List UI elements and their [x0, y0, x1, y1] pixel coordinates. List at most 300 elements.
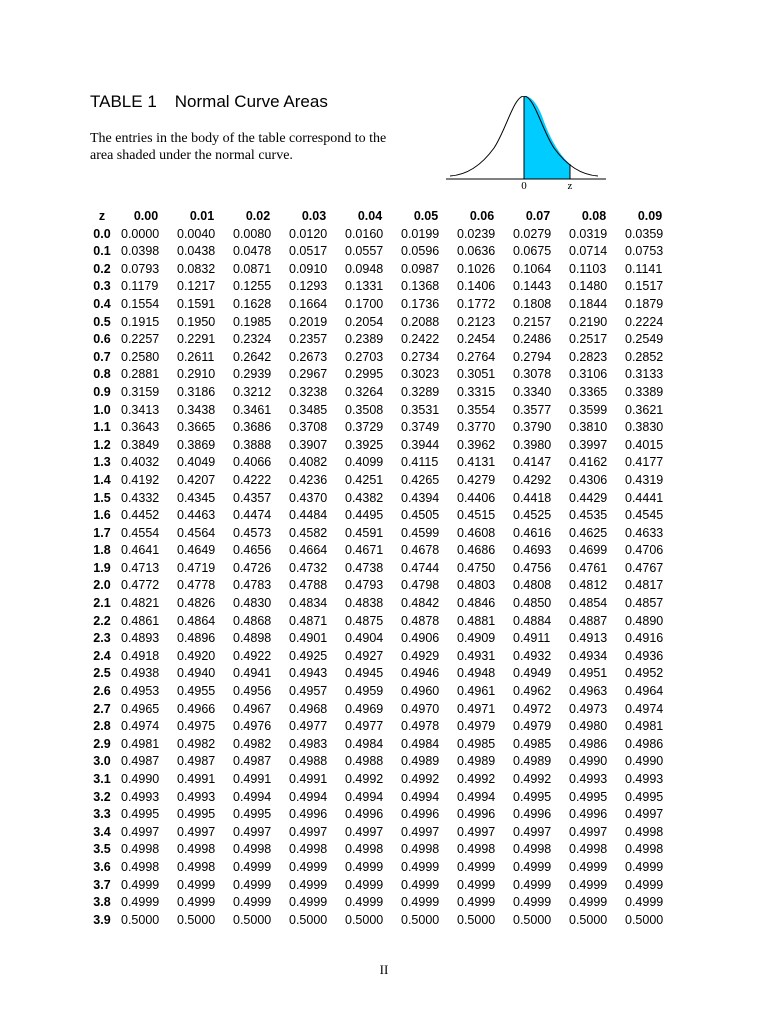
area-value-cell: 0.4767 [625, 560, 664, 575]
area-value-cell: 0.4948 [457, 666, 496, 681]
area-value-cell: 0.1844 [569, 296, 608, 311]
area-value-cell: 0.4015 [625, 437, 664, 452]
table-row [86, 718, 678, 736]
area-value-cell: 0.4999 [233, 895, 272, 910]
area-value-cell: 0.3461 [233, 402, 272, 417]
area-value-cell: 0.4925 [289, 648, 328, 663]
area-value-cell: 0.4997 [513, 824, 552, 839]
area-value-cell: 0.4999 [513, 877, 552, 892]
area-value-cell: 0.4850 [513, 596, 552, 611]
area-value-cell: 0.4997 [121, 824, 160, 839]
area-value-cell: 0.0910 [289, 261, 328, 276]
area-value-cell: 0.4898 [233, 631, 272, 646]
area-value-cell: 0.3078 [513, 367, 552, 382]
table-row [86, 366, 678, 384]
area-value-cell: 0.1293 [289, 279, 328, 294]
area-value-cell: 0.3438 [177, 402, 216, 417]
table-row [86, 278, 678, 296]
area-value-cell: 0.4909 [457, 631, 496, 646]
table-row [86, 859, 678, 877]
table-row [86, 912, 678, 930]
area-value-cell: 0.1331 [345, 279, 384, 294]
area-value-cell: 0.4991 [233, 772, 272, 786]
area-value-cell: 0.4750 [457, 560, 496, 575]
table-row [86, 419, 678, 437]
area-value-cell: 0.4999 [233, 859, 272, 874]
area-value-cell: 0.2967 [289, 367, 328, 382]
table-row [86, 701, 678, 719]
area-value-cell: 0.5000 [345, 912, 384, 927]
area-value-cell: 0.0239 [457, 226, 496, 241]
area-value-cell: 0.1443 [513, 279, 552, 294]
area-value-cell: 0.4998 [121, 859, 160, 874]
area-value-cell: 0.3051 [457, 367, 496, 382]
table-row [86, 648, 678, 666]
area-value-cell: 0.3888 [233, 437, 272, 452]
area-value-cell: 0.4713 [121, 560, 160, 575]
area-value-cell: 0.4999 [289, 877, 328, 892]
area-value-cell: 0.4664 [289, 543, 328, 558]
area-value-cell: 0.4959 [345, 684, 384, 699]
table-row [86, 613, 678, 631]
area-value-cell: 0.4996 [513, 807, 552, 822]
column-header: 0.03 [301, 209, 327, 223]
table-row [86, 454, 678, 472]
area-value-cell: 0.4995 [177, 807, 216, 822]
area-value-cell: 0.0398 [121, 244, 160, 259]
area-value-cell: 0.4992 [457, 772, 496, 786]
z-value-cell: 3.2 [93, 789, 111, 804]
z-value-cell: 3.4 [93, 824, 111, 839]
area-value-cell: 0.4616 [513, 525, 552, 540]
area-value-cell: 0.4857 [625, 596, 664, 611]
table-row [86, 331, 678, 349]
area-value-cell: 0.4999 [177, 877, 216, 892]
area-value-cell: 0.4772 [121, 578, 160, 593]
area-value-cell: 0.5000 [233, 912, 272, 927]
area-value-cell: 0.4251 [345, 472, 384, 487]
area-value-cell: 0.4998 [177, 842, 216, 857]
area-value-cell: 0.4962 [513, 684, 552, 699]
area-value-cell: 0.4838 [345, 596, 384, 611]
area-value-cell: 0.4997 [569, 824, 608, 839]
column-header: 0.02 [245, 209, 271, 223]
area-value-cell: 0.0557 [345, 244, 384, 259]
area-value-cell: 0.2852 [625, 349, 664, 364]
area-value-cell: 0.4985 [457, 736, 496, 751]
z-value-cell: 1.2 [93, 437, 111, 452]
area-value-cell: 0.4968 [289, 701, 328, 716]
area-value-cell: 0.1141 [625, 261, 663, 276]
area-value-cell: 0.0478 [233, 244, 272, 259]
table-row [86, 490, 678, 508]
area-value-cell: 0.4999 [289, 859, 328, 874]
area-value-cell: 0.4999 [457, 877, 496, 892]
column-header: 0.00 [133, 209, 159, 223]
area-value-cell: 0.4999 [345, 895, 384, 910]
table-name: Normal Curve Areas [174, 92, 328, 111]
table-row [86, 349, 678, 367]
area-value-cell: 0.2764 [457, 349, 496, 364]
table-row [86, 261, 678, 279]
area-value-cell: 0.2580 [121, 349, 160, 364]
z-value-cell: 1.1 [93, 420, 111, 435]
area-value-cell: 0.4878 [401, 613, 440, 628]
table-description: The entries in the body of the table correspond to the area shaded under the normal curve. [90, 131, 387, 163]
area-value-cell: 0.4995 [513, 789, 552, 804]
normal-curve-diagram [446, 96, 606, 192]
area-value-cell: 0.4099 [345, 455, 384, 470]
area-value-cell: 0.1368 [401, 279, 440, 294]
area-value-cell: 0.4986 [625, 736, 664, 751]
area-value-cell: 0.4582 [289, 525, 328, 540]
area-value-cell: 0.4916 [625, 631, 664, 646]
area-value-cell: 0.4744 [401, 560, 440, 575]
table-row [86, 542, 678, 560]
area-value-cell: 0.3212 [233, 384, 272, 399]
area-value-cell: 0.4999 [569, 877, 608, 892]
area-value-cell: 0.4969 [345, 701, 384, 716]
area-value-cell: 0.4999 [625, 895, 664, 910]
area-value-cell: 0.4994 [345, 789, 384, 804]
area-value-cell: 0.3365 [569, 384, 608, 399]
area-value-cell: 0.4988 [345, 754, 384, 769]
area-value-cell: 0.1950 [177, 314, 216, 329]
area-value-cell: 0.0753 [625, 244, 664, 259]
table-row [86, 877, 678, 895]
area-value-cell: 0.2823 [569, 349, 608, 364]
z-value-cell: 1.8 [93, 543, 111, 558]
area-value-cell: 0.4961 [457, 684, 496, 699]
area-value-cell: 0.4147 [513, 455, 552, 470]
area-value-cell: 0.4999 [569, 859, 608, 874]
area-value-cell: 0.0675 [513, 244, 552, 259]
area-value-cell: 0.4265 [401, 472, 440, 487]
z-value-cell: 0.6 [93, 332, 111, 347]
area-value-cell: 0.4990 [121, 772, 160, 786]
area-value-cell: 0.1217 [177, 279, 216, 294]
area-value-cell: 0.4999 [625, 859, 664, 874]
area-value-cell: 0.3907 [289, 437, 328, 452]
area-value-cell: 0.4999 [401, 895, 440, 910]
area-value-cell: 0.4989 [513, 754, 552, 769]
area-value-cell: 0.4671 [345, 543, 384, 558]
area-value-cell: 0.1664 [289, 296, 328, 311]
area-value-cell: 0.4985 [513, 736, 552, 751]
area-value-cell: 0.1915 [121, 314, 160, 329]
column-header: 0.01 [189, 209, 215, 223]
z-label: z [567, 180, 573, 192]
table-row [86, 226, 678, 244]
area-value-cell: 0.4803 [457, 578, 496, 593]
area-value-cell: 0.4997 [345, 824, 384, 839]
area-value-cell: 0.4207 [177, 472, 216, 487]
area-value-cell: 0.3340 [513, 384, 552, 399]
area-value-cell: 0.4834 [289, 596, 328, 611]
area-value-cell: 0.3289 [401, 384, 440, 399]
area-value-cell: 0.4608 [457, 525, 496, 540]
area-value-cell: 0.3790 [513, 420, 552, 435]
area-value-cell: 0.5000 [401, 912, 440, 927]
area-value-cell: 0.4979 [457, 719, 496, 734]
area-value-cell: 0.4998 [177, 859, 216, 874]
z-value-cell: 0.2 [93, 261, 111, 276]
area-value-cell: 0.4975 [177, 719, 216, 734]
area-value-cell: 0.1591 [177, 296, 216, 311]
area-value-cell: 0.4999 [121, 877, 160, 892]
area-value-cell: 0.4732 [289, 560, 328, 575]
area-value-cell: 0.4999 [457, 859, 496, 874]
area-value-cell: 0.4973 [569, 701, 608, 716]
area-value-cell: 0.4997 [457, 824, 496, 839]
area-value-cell: 0.0832 [177, 261, 216, 276]
area-value-cell: 0.5000 [289, 912, 328, 927]
area-value-cell: 0.3729 [345, 420, 384, 435]
area-value-cell: 0.4678 [401, 543, 440, 558]
table-number: TABLE 1 [90, 92, 157, 111]
z-value-cell: 1.5 [93, 490, 111, 505]
area-value-cell: 0.4788 [289, 578, 328, 593]
area-value-cell: 0.1103 [569, 261, 607, 276]
area-value-cell: 0.2157 [513, 314, 552, 329]
area-value-cell: 0.4936 [625, 648, 664, 663]
area-value-cell: 0.4864 [177, 613, 216, 628]
table-row [86, 314, 678, 332]
area-value-cell: 0.4998 [289, 842, 328, 857]
area-value-cell: 0.4625 [569, 525, 608, 540]
area-value-cell: 0.4177 [625, 455, 664, 470]
z-value-cell: 2.1 [93, 596, 111, 611]
area-value-cell: 0.4854 [569, 596, 608, 611]
z-value-cell: 2.0 [93, 578, 111, 593]
area-value-cell: 0.4904 [345, 631, 384, 646]
area-value-cell: 0.4131 [457, 455, 496, 470]
area-value-cell: 0.3643 [121, 420, 160, 435]
area-value-cell: 0.4974 [625, 701, 664, 716]
table-row [86, 736, 678, 754]
area-value-cell: 0.4890 [625, 613, 664, 628]
area-value-cell: 0.4406 [457, 490, 496, 505]
area-value-cell: 0.1480 [569, 279, 608, 294]
area-value-cell: 0.4987 [121, 754, 160, 769]
area-value-cell: 0.4963 [569, 684, 608, 699]
area-value-cell: 0.4964 [625, 684, 664, 699]
area-value-cell: 0.4738 [345, 560, 384, 575]
area-value-cell: 0.4993 [569, 772, 608, 786]
area-value-cell: 0.4049 [177, 455, 216, 470]
area-value-cell: 0.4808 [513, 578, 552, 593]
area-value-cell: 0.4927 [345, 648, 384, 663]
area-value-cell: 0.4633 [625, 525, 664, 540]
area-value-cell: 0.4505 [401, 508, 440, 523]
area-value-cell: 0.4997 [289, 824, 328, 839]
z-value-cell: 1.6 [93, 508, 111, 523]
area-value-cell: 0.4484 [289, 508, 328, 523]
area-value-cell: 0.5000 [569, 912, 608, 927]
area-value-cell: 0.4989 [457, 754, 496, 769]
area-value-cell: 0.4956 [233, 684, 272, 699]
area-value-cell: 0.4082 [289, 455, 328, 470]
area-value-cell: 0.4535 [569, 508, 608, 523]
area-value-cell: 0.4997 [625, 807, 664, 822]
z-value-cell: 0.4 [93, 296, 111, 311]
area-value-cell: 0.4418 [513, 490, 552, 505]
area-value-cell: 0.1406 [457, 279, 496, 294]
area-value-cell: 0.4981 [121, 736, 160, 751]
area-value-cell: 0.4949 [513, 666, 552, 681]
area-value-cell: 0.4999 [289, 895, 328, 910]
area-value-cell: 0.4965 [121, 701, 160, 716]
z-value-cell: 3.3 [93, 807, 111, 822]
table-row [86, 665, 678, 683]
area-value-cell: 0.4279 [457, 472, 496, 487]
area-value-cell: 0.4881 [457, 613, 496, 628]
area-value-cell: 0.2910 [177, 367, 216, 382]
table-row [86, 507, 678, 525]
area-value-cell: 0.4966 [177, 701, 216, 716]
area-value-cell: 0.4656 [233, 543, 272, 558]
area-value-cell: 0.4756 [513, 560, 552, 575]
area-value-cell: 0.3830 [625, 420, 664, 435]
column-header: 0.06 [469, 209, 495, 223]
area-value-cell: 0.2517 [569, 332, 608, 347]
area-value-cell: 0.3577 [513, 402, 552, 417]
area-value-cell: 0.3186 [177, 384, 216, 399]
area-value-cell: 0.2703 [345, 349, 384, 364]
area-value-cell: 0.2549 [625, 332, 664, 347]
area-value-cell: 0.1179 [121, 279, 159, 294]
area-value-cell: 0.2257 [121, 332, 160, 347]
area-value-cell: 0.0199 [401, 226, 440, 241]
area-value-cell: 0.4940 [177, 666, 216, 681]
area-value-cell: 0.2939 [233, 367, 272, 382]
area-value-cell: 0.4382 [345, 490, 384, 505]
area-value-cell: 0.2224 [625, 314, 664, 329]
z-value-cell: 2.5 [93, 666, 111, 681]
z-value-cell: 3.5 [93, 842, 111, 857]
area-value-cell: 0.0000 [121, 226, 160, 241]
table-row [86, 560, 678, 578]
z-value-cell: 2.8 [93, 719, 111, 734]
area-value-cell: 0.4686 [457, 543, 496, 558]
area-value-cell: 0.4951 [569, 666, 608, 681]
area-value-cell: 0.4911 [513, 631, 551, 646]
area-value-cell: 0.4992 [401, 772, 440, 786]
z-value-cell: 1.0 [93, 402, 111, 417]
area-value-cell: 0.4982 [177, 736, 216, 751]
area-value-cell: 0.4984 [401, 736, 440, 751]
area-value-cell: 0.4871 [289, 613, 328, 628]
area-value-cell: 0.3665 [177, 420, 216, 435]
area-value-cell: 0.4981 [625, 719, 664, 734]
area-value-cell: 0.4999 [233, 877, 272, 892]
area-value-cell: 0.0359 [625, 226, 664, 241]
area-value-cell: 0.4990 [625, 754, 664, 769]
z-value-cell: 2.7 [93, 701, 111, 716]
area-value-cell: 0.3962 [457, 437, 496, 452]
area-value-cell: 0.4998 [625, 824, 664, 839]
area-value-cell: 0.4979 [513, 719, 552, 734]
area-value-cell: 0.3770 [457, 420, 496, 435]
area-value-cell: 0.3599 [569, 402, 608, 417]
area-value-cell: 0.3264 [345, 384, 384, 399]
area-value-cell: 0.4999 [625, 877, 664, 892]
area-value-cell: 0.3869 [177, 437, 216, 452]
area-value-cell: 0.4993 [625, 772, 664, 786]
area-value-cell: 0.4693 [513, 543, 552, 558]
area-value-cell: 0.4991 [289, 772, 328, 786]
table-row [86, 525, 678, 543]
area-value-cell: 0.4952 [625, 666, 664, 681]
area-value-cell: 0.4994 [457, 789, 496, 804]
area-value-cell: 0.4955 [177, 684, 216, 699]
area-value-cell: 0.2123 [457, 314, 496, 329]
area-value-cell: 0.4554 [121, 525, 160, 540]
area-value-cell: 0.4996 [569, 807, 608, 822]
area-value-cell: 0.4998 [625, 842, 664, 857]
area-value-cell: 0.4641 [121, 543, 160, 558]
area-value-cell: 0.4896 [177, 631, 216, 646]
area-value-cell: 0.4887 [569, 613, 608, 628]
column-header: 0.04 [357, 209, 383, 223]
column-header: 0.05 [413, 209, 439, 223]
area-value-cell: 0.4995 [569, 789, 608, 804]
area-value-cell: 0.4943 [289, 666, 328, 681]
area-value-cell: 0.4706 [625, 543, 664, 558]
area-value-cell: 0.4846 [457, 596, 496, 611]
page-title [90, 92, 328, 112]
area-value-cell: 0.4913 [569, 631, 608, 646]
z-value-cell: 2.9 [93, 736, 111, 751]
area-value-cell: 0.3925 [345, 437, 384, 452]
area-value-cell: 0.0714 [569, 244, 608, 259]
area-value-cell: 0.4830 [233, 596, 272, 611]
area-value-cell: 0.4987 [233, 754, 272, 769]
area-value-cell: 0.4938 [121, 666, 160, 681]
area-value-cell: 0.4761 [569, 560, 608, 575]
area-value-cell: 0.4162 [569, 455, 608, 470]
area-value-cell: 0.4989 [401, 754, 440, 769]
z-value-cell: 3.9 [93, 912, 111, 927]
area-value-cell: 0.4861 [121, 613, 160, 628]
area-value-cell: 0.1554 [121, 296, 160, 311]
area-value-cell: 0.3106 [569, 367, 608, 382]
area-value-cell: 0.4591 [345, 525, 384, 540]
area-value-cell: 0.4993 [177, 789, 216, 804]
area-value-cell: 0.5000 [121, 912, 160, 927]
area-value-cell: 0.4978 [401, 719, 440, 734]
area-value-cell: 0.4998 [457, 842, 496, 857]
area-value-cell: 0.4292 [513, 472, 552, 487]
area-value-cell: 0.3554 [457, 402, 496, 417]
z-value-cell: 3.1 [93, 772, 111, 786]
area-value-cell: 0.3159 [121, 384, 160, 399]
area-value-cell: 0.2019 [289, 314, 328, 329]
area-value-cell: 0.1808 [513, 296, 552, 311]
area-value-cell: 0.0871 [233, 261, 272, 276]
area-value-cell: 0.4992 [345, 772, 384, 786]
area-value-cell: 0.4999 [513, 895, 552, 910]
area-value-cell: 0.4977 [345, 719, 384, 734]
area-value-cell: 0.3531 [401, 402, 440, 417]
table-row [86, 472, 678, 490]
area-value-cell: 0.2794 [513, 349, 552, 364]
area-value-cell: 0.0948 [345, 261, 384, 276]
area-value-cell: 0.4357 [233, 490, 272, 505]
area-value-cell: 0.1879 [625, 296, 664, 311]
area-value-cell: 0.4515 [457, 508, 496, 523]
area-value-cell: 0.0987 [401, 261, 440, 276]
